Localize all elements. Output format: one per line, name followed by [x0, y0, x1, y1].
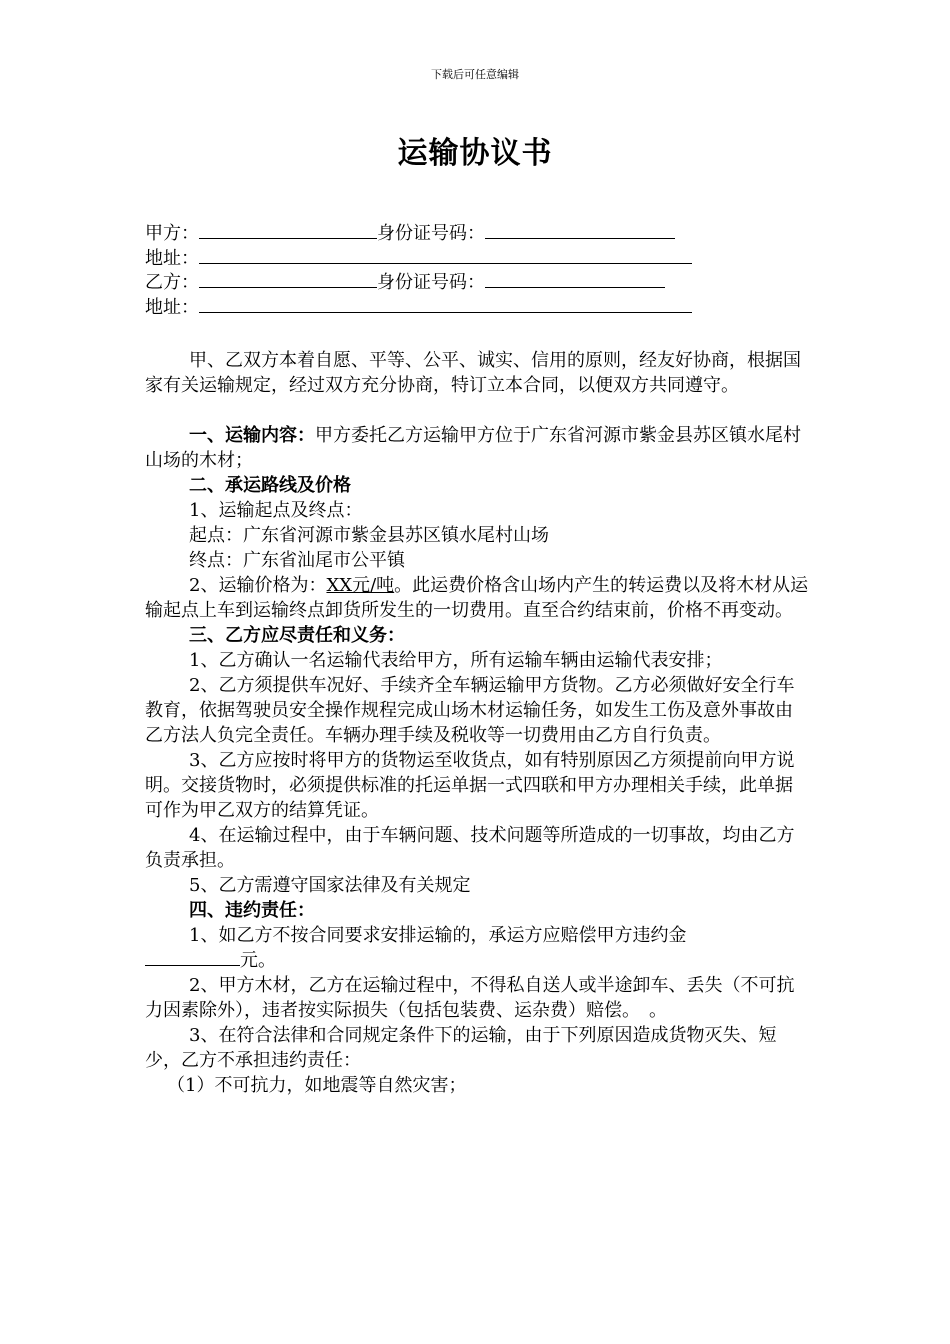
section-3-heading: 三、乙方应尽责任和义务：: [189, 625, 405, 646]
section-2-item-1: 1、运输起点及终点：: [189, 500, 363, 521]
party-a-id-blank: [485, 223, 675, 239]
price-value: XX元/吨: [326, 575, 395, 596]
party-b-id-blank: [485, 272, 665, 288]
section-3-item-2: 2、乙方须提供车况好、手续齐全车辆运输甲方货物。乙方必须做好安全行车教育，依据驾驶员安全操作规程完成山场木材运输任务，如发生工伤及意外事故由乙方法人负完全责任。车辆办理手续及税收等一切费用由乙方自行负责。: [145, 675, 795, 746]
section-4-heading: 四、违约责任：: [189, 900, 315, 921]
party-a-address-label: 地址：: [145, 247, 199, 269]
document-body: [145, 222, 810, 1098]
party-b-label: 乙方：: [145, 272, 199, 293]
section-4-item-1-tail: 元。: [240, 950, 276, 971]
section-3-item-4: 4、在运输过程中，由于车辆问题、技术问题等所造成的一切事故，均由乙方负责承担。: [145, 825, 795, 871]
section-3-item-1: 1、乙方确认一名运输代表给甲方，所有运输车辆由运输代表安排；: [189, 650, 723, 671]
party-b-address-line: [145, 296, 810, 321]
section-4-item-3-sub-1: （1）不可抗力，如地震等自然灾害；: [167, 1075, 467, 1096]
penalty-amount-blank: [145, 950, 240, 966]
section-1-text: 甲方委托乙方运输甲方位于广东省河源市紫金县苏区镇水尾村山场的木材；: [145, 425, 801, 471]
section-2-end-point: 终点：广东省汕尾市公平镇: [189, 550, 405, 571]
header-note: 下载后可任意编辑: [431, 68, 519, 81]
party-b-address-label: 地址：: [145, 296, 199, 318]
intro-paragraph: 甲、乙双方本着自愿、平等、公平、诚实、信用的原则，经友好协商，根据国家有关运输规定，经过双方充分协商，特订立本合同，以便双方共同遵守。: [145, 350, 801, 396]
party-a-label: 甲方：: [145, 223, 199, 244]
party-a-address-blank: [199, 248, 692, 264]
price-prefix: 2、运输价格为：: [189, 575, 327, 596]
section-1: [145, 423, 810, 473]
section-4-item-1: [145, 923, 810, 973]
party-info-block: [145, 222, 810, 320]
party-b-address-blank: [199, 297, 692, 313]
party-a-name-blank: [199, 223, 377, 239]
section-2-item-2: [145, 573, 810, 623]
party-a-id-label: 身份证号码：: [377, 223, 485, 244]
party-b-name-blank: [199, 272, 377, 288]
section-2-start-point: 起点：广东省河源市紫金县苏区镇水尾村山场: [189, 525, 549, 546]
section-1-heading: 一、运输内容：: [189, 425, 315, 446]
party-a-line: [145, 222, 810, 247]
party-b-line: [145, 271, 810, 296]
section-4-item-3: 3、在符合法律和合同规定条件下的运输，由于下列原因造成货物灭失、短少，乙方不承担违约责任：: [145, 1025, 777, 1071]
section-4-item-2: 2、甲方木材，乙方在运输过程中，不得私自送人或半途卸车、丢失（不可抗力因素除外），违者按实际损失（包括包装费、运杂费）赔偿。 。: [145, 975, 795, 1021]
party-a-address-line: [145, 247, 810, 272]
section-3-item-3: 3、乙方应按时将甲方的货物运至收货点，如有特别原因乙方须提前向甲方说明。交接货物时，必须提供标准的托运单据一式四联和甲方办理相关手续，此单据可作为甲乙双方的结算凭证。: [145, 750, 795, 821]
section-3-item-5: 5、乙方需遵守国家法律及有关规定: [189, 875, 471, 896]
section-2-heading: 二、承运路线及价格: [189, 475, 351, 496]
section-4-item-1-text: 1、如乙方不按合同要求安排运输的，承运方应赔偿甲方违约金: [189, 925, 687, 946]
price-rest: 。此运费价格含山场内产生的转运费以及将木材从运输起点上车到运输终点卸货所发生的一切费用。直至合约结束前，价格不再变动。: [145, 575, 809, 621]
party-b-id-label: 身份证号码：: [377, 272, 485, 293]
document-title: 运输协议书: [397, 136, 553, 171]
